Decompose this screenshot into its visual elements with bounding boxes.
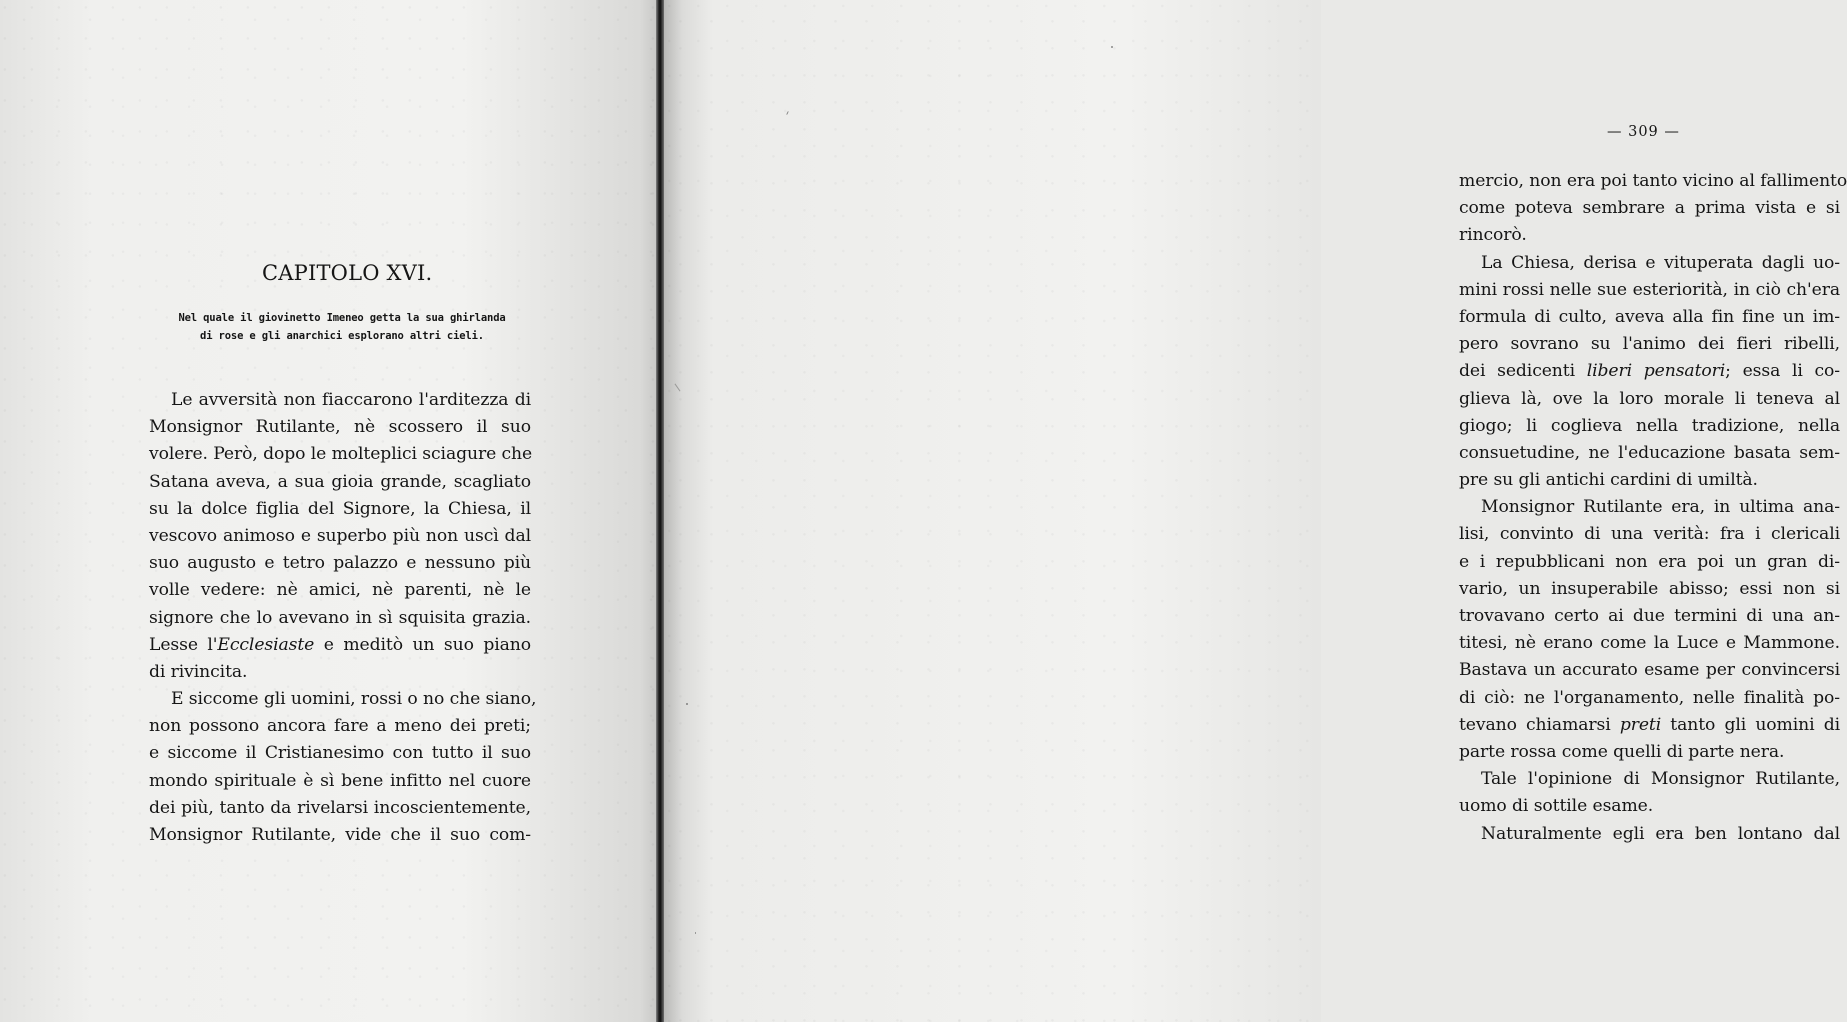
text-line: giogo; li coglieva nella tradizione, nella — [1459, 415, 1840, 436]
text-line: mini rossi nelle sue esteriorità, in ciò ch'era — [1459, 279, 1840, 300]
text-line-with-italic-title — [149, 632, 531, 659]
text-line: formula di culto, aveva alla fin fine un im- — [1459, 306, 1840, 327]
italic-book-title: Ecclesiaste — [217, 634, 315, 655]
text-line: trovavano certo ai due termini di una an- — [1459, 606, 1840, 626]
text-line: mondo spirituale è sì bene infitto nel cuore — [149, 770, 531, 791]
text-fragment: tanto gli uomini di — [1661, 714, 1840, 735]
text-line: Monsignor Rutilante, vide che il suo com- — [149, 825, 531, 845]
text-line: su la dolce figlia del Signore, la Chiesa, il — [149, 498, 531, 519]
text-line: Monsignor Rutilante, nè scossero il suo — [149, 417, 531, 438]
book-gutter — [656, 0, 664, 1022]
text-line: Naturalmente egli era ben lontano dal — [1481, 823, 1840, 844]
text-line: rincorò. — [1459, 225, 1527, 246]
text-line: Le avversità non fiaccarono l'arditezza di — [171, 390, 531, 410]
text-fragment: Lesse l' — [149, 634, 218, 655]
right-page-body — [1459, 168, 1847, 848]
page-number: — 309 — — [1607, 124, 1680, 140]
left-page — [0, 0, 660, 1022]
text-line: La Chiesa, derisa e vituperata dagli uo- — [1481, 252, 1840, 273]
text-line: come poteva sembrare a prima vista e si — [1459, 198, 1840, 219]
text-line-with-italic-phrase — [1459, 358, 1840, 385]
text-line: pre su gli antichi cardini di umiltà. — [1459, 470, 1758, 491]
text-line: suo augusto e tetro palazzo e nessuno più — [149, 553, 531, 574]
text-line-with-italic-word — [1459, 712, 1840, 739]
text-line: vescovo animoso e superbo più non uscì dal — [149, 525, 531, 546]
text-fragment: tevano chiamarsi — [1459, 714, 1620, 735]
chapter-summary — [149, 309, 535, 345]
text-line: parte rossa come quelli di parte nera. — [1459, 741, 1785, 762]
text-line: e i repubblicani non era poi un gran di- — [1459, 551, 1840, 572]
left-page-body — [149, 387, 537, 849]
chapter-summary-line: di rose e gli anarchici esplorano altri cieli. — [200, 330, 484, 342]
italic-word: preti — [1619, 714, 1662, 735]
text-line: e siccome il Cristianesimo con tutto il suo — [149, 743, 531, 764]
paper-speck — [695, 932, 696, 934]
text-line: non possono ancora fare a meno dei preti; — [149, 716, 531, 737]
text-line: Bastava un accurato esame per convincersi — [1459, 660, 1840, 681]
text-line: volle vedere: nè amici, nè parenti, nè le — [149, 580, 531, 601]
paper-speck — [686, 703, 688, 705]
right-page — [660, 0, 1847, 1022]
text-line: consuetudine, ne l'educazione basata sem- — [1459, 442, 1840, 463]
text-line: Tale l'opinione di Monsignor Rutilante, — [1481, 769, 1840, 790]
text-line: dei più, tanto da rivelarsi incoscientemente, — [149, 797, 531, 818]
text-line: volere. Però, dopo le molteplici sciagure che — [149, 444, 533, 465]
text-line: titesi, nè erano come la Luce e Mammone. — [1459, 633, 1840, 654]
text-line: signore che lo avevano in sì squisita grazia. — [149, 607, 531, 628]
text-line: Monsignor Rutilante era, in ultima ana- — [1481, 497, 1840, 518]
paper-speck — [1111, 46, 1113, 48]
text-line: di ciò: ne l'organamento, nelle finalità po- — [1459, 687, 1840, 708]
text-line: lisi, convinto di una verità: fra i clericali — [1459, 524, 1840, 545]
text-fragment: ; essa li co- — [1725, 361, 1840, 382]
text-fragment: e meditò un suo piano — [314, 634, 531, 655]
text-line: mercio, non era poi tanto vicino al fallimento — [1459, 171, 1847, 191]
text-line: vario, un insuperabile abisso; essi non si — [1459, 578, 1840, 599]
text-line: uomo di sottile esame. — [1459, 796, 1654, 817]
text-line: glieva là, ove la loro morale li teneva al — [1459, 388, 1840, 409]
chapter-summary-line: Nel quale il giovinetto Imeneo getta la sua ghirlanda — [178, 312, 506, 324]
text-line: pero sovrano su l'animo dei fieri ribelli, — [1459, 334, 1840, 355]
text-line: di rivincita. — [149, 661, 248, 682]
italic-phrase: liberi pensatori — [1586, 361, 1726, 382]
chapter-title: CAPITOLO XVI. — [262, 261, 433, 285]
text-fragment: dei sedicenti — [1459, 361, 1587, 382]
text-line: E siccome gli uomini, rossi o no che siano, — [171, 689, 537, 710]
text-line: Satana aveva, a sua gioia grande, scagliato — [149, 471, 531, 492]
